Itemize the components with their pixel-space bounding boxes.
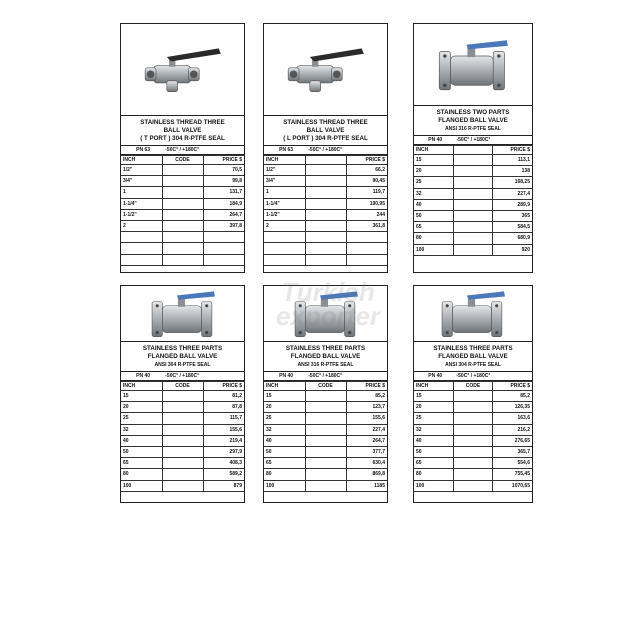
table-row bbox=[121, 198, 244, 209]
table-row bbox=[121, 413, 244, 424]
size-cell bbox=[264, 232, 305, 243]
table-row bbox=[414, 413, 532, 424]
code-cell bbox=[453, 210, 492, 221]
table-row bbox=[121, 209, 244, 220]
size-cell: 1 bbox=[264, 187, 305, 198]
price-cell: 377,7 bbox=[346, 446, 387, 457]
code-cell bbox=[162, 187, 203, 198]
code-cell bbox=[162, 480, 203, 491]
size-cell: 100 bbox=[414, 480, 453, 491]
price-header: PRICE $ bbox=[203, 156, 244, 165]
code-cell bbox=[453, 391, 492, 402]
table-row bbox=[264, 480, 387, 491]
price-cell: 85,2 bbox=[346, 391, 387, 402]
pressure-rating: PN 40 bbox=[428, 137, 443, 143]
code-header: CODE bbox=[453, 382, 492, 391]
table-row bbox=[264, 435, 387, 446]
table-row bbox=[121, 187, 244, 198]
size-header: INCH bbox=[264, 382, 305, 391]
code-cell bbox=[453, 469, 492, 480]
table-row bbox=[264, 176, 387, 187]
price-cell: 99,8 bbox=[203, 176, 244, 187]
table-row bbox=[264, 243, 387, 254]
size-cell: 80 bbox=[121, 469, 162, 480]
table-row bbox=[264, 165, 387, 176]
size-cell: 50 bbox=[414, 210, 453, 221]
size-cell: 15 bbox=[414, 155, 453, 166]
size-cell: 80 bbox=[264, 469, 305, 480]
price-header: PRICE $ bbox=[346, 156, 387, 165]
thread-ball-valve-icon bbox=[143, 44, 223, 96]
code-cell bbox=[305, 198, 346, 209]
table-row bbox=[414, 188, 532, 199]
code-cell bbox=[162, 220, 203, 231]
size-cell: 65 bbox=[414, 222, 453, 233]
product-card bbox=[413, 23, 533, 273]
table-row bbox=[264, 198, 387, 209]
pressure-temp-row bbox=[121, 372, 244, 381]
code-header: CODE bbox=[162, 156, 203, 165]
table-row bbox=[264, 187, 387, 198]
table-row bbox=[121, 232, 244, 243]
code-cell bbox=[453, 424, 492, 435]
code-cell bbox=[305, 458, 346, 469]
price-cell: 168,25 bbox=[493, 177, 532, 188]
price-cell: 227,4 bbox=[493, 188, 532, 199]
price-cell: 869,8 bbox=[346, 469, 387, 480]
code-cell bbox=[162, 176, 203, 187]
table-row bbox=[121, 176, 244, 187]
size-cell: 65 bbox=[414, 458, 453, 469]
product-card bbox=[413, 285, 533, 503]
table-row bbox=[121, 446, 244, 457]
size-cell: 65 bbox=[121, 458, 162, 469]
price-cell: 408,3 bbox=[203, 458, 244, 469]
table-row bbox=[414, 480, 532, 491]
price-cell: 163,6 bbox=[493, 413, 532, 424]
price-cell bbox=[203, 232, 244, 243]
temperature-range: -50C° / +180C° bbox=[456, 373, 491, 379]
size-cell: 25 bbox=[414, 413, 453, 424]
table-row bbox=[414, 446, 532, 457]
size-cell: 40 bbox=[414, 199, 453, 210]
code-cell bbox=[453, 480, 492, 491]
product-card bbox=[263, 285, 388, 503]
price-header: PRICE $ bbox=[493, 146, 532, 155]
table-row bbox=[121, 254, 244, 265]
code-header: CODE bbox=[305, 382, 346, 391]
code-cell bbox=[453, 188, 492, 199]
price-header: PRICE $ bbox=[346, 382, 387, 391]
card-title: STAINLESS THREE PARTS FLANGED BALL VALVE ANSI 304 R-PTFE SEAL bbox=[414, 342, 532, 372]
size-header: INCH bbox=[121, 382, 162, 391]
table-row bbox=[121, 391, 244, 402]
size-cell: 15 bbox=[414, 391, 453, 402]
price-cell: 115,7 bbox=[203, 413, 244, 424]
size-cell: 25 bbox=[414, 177, 453, 188]
size-cell bbox=[121, 243, 162, 254]
price-cell: 155,6 bbox=[346, 413, 387, 424]
size-cell: 25 bbox=[264, 413, 305, 424]
pressure-temp-row bbox=[264, 146, 387, 155]
code-cell bbox=[305, 413, 346, 424]
table-row bbox=[121, 220, 244, 231]
size-cell: 32 bbox=[414, 424, 453, 435]
code-cell bbox=[162, 458, 203, 469]
code-cell bbox=[453, 458, 492, 469]
code-cell bbox=[305, 254, 346, 265]
table-row bbox=[121, 480, 244, 491]
code-cell bbox=[305, 243, 346, 254]
price-cell: 680,9 bbox=[493, 233, 532, 244]
size-cell: 80 bbox=[414, 233, 453, 244]
table-row bbox=[414, 222, 532, 233]
price-cell: 397,8 bbox=[203, 220, 244, 231]
code-cell bbox=[305, 391, 346, 402]
size-cell: 65 bbox=[264, 458, 305, 469]
thread-ball-valve-icon bbox=[286, 44, 366, 96]
table-header-row bbox=[121, 382, 244, 391]
product-card bbox=[120, 23, 245, 273]
size-header: INCH bbox=[121, 156, 162, 165]
valve-image bbox=[121, 286, 244, 342]
code-cell bbox=[305, 424, 346, 435]
code-cell bbox=[305, 165, 346, 176]
table-header-row bbox=[264, 382, 387, 391]
valve-image bbox=[414, 286, 532, 342]
pressure-rating: PN 63 bbox=[279, 147, 294, 153]
pressure-temp-row bbox=[264, 372, 387, 381]
size-cell bbox=[121, 232, 162, 243]
card-title: STAINLESS TWO PARTS FLANGED BALL VALVE ANSI 316 R-PTFE SEAL bbox=[414, 106, 532, 136]
table-row bbox=[414, 210, 532, 221]
size-cell: 1 bbox=[121, 187, 162, 198]
code-header bbox=[453, 146, 492, 155]
price-cell: 755,45 bbox=[493, 469, 532, 480]
pressure-rating: PN 40 bbox=[136, 373, 151, 379]
price-cell: 113,1 bbox=[493, 155, 532, 166]
price-cell: 584,5 bbox=[493, 222, 532, 233]
size-cell: 32 bbox=[264, 424, 305, 435]
price-cell: 219,4 bbox=[203, 435, 244, 446]
size-cell: 40 bbox=[264, 435, 305, 446]
table-row bbox=[264, 391, 387, 402]
pressure-rating: PN 63 bbox=[136, 147, 151, 153]
table-row bbox=[414, 177, 532, 188]
code-cell bbox=[305, 480, 346, 491]
temperature-range: -50C° / +180C° bbox=[308, 373, 343, 379]
size-cell: 25 bbox=[121, 413, 162, 424]
size-cell: 100 bbox=[264, 480, 305, 491]
size-cell bbox=[121, 254, 162, 265]
price-cell: 276,65 bbox=[493, 435, 532, 446]
price-cell: 131,7 bbox=[203, 187, 244, 198]
code-cell bbox=[453, 155, 492, 166]
code-cell bbox=[305, 187, 346, 198]
table-row bbox=[121, 458, 244, 469]
table-row bbox=[414, 391, 532, 402]
card-title: STAINLESS THREAD THREE BALL VALVE ( L PORT ) 304 R-PTFE SEAL bbox=[264, 116, 387, 146]
size-cell: 40 bbox=[414, 435, 453, 446]
code-cell bbox=[453, 446, 492, 457]
product-card bbox=[263, 23, 388, 273]
price-cell: 264,7 bbox=[203, 209, 244, 220]
size-cell bbox=[264, 254, 305, 265]
size-cell: 2 bbox=[121, 220, 162, 231]
code-cell bbox=[305, 435, 346, 446]
price-table bbox=[414, 145, 532, 256]
table-row bbox=[414, 424, 532, 435]
temperature-range: -50C° / +180C° bbox=[165, 373, 200, 379]
price-cell: 554,6 bbox=[493, 458, 532, 469]
size-header: INCH bbox=[414, 382, 453, 391]
table-row bbox=[264, 232, 387, 243]
price-cell: 920 bbox=[493, 244, 532, 255]
price-cell: 361,8 bbox=[346, 220, 387, 231]
table-row bbox=[264, 469, 387, 480]
price-cell: 264,7 bbox=[346, 435, 387, 446]
price-cell: 70,5 bbox=[203, 165, 244, 176]
price-header: PRICE $ bbox=[203, 382, 244, 391]
code-cell bbox=[162, 165, 203, 176]
table-row bbox=[414, 435, 532, 446]
size-cell: 20 bbox=[414, 402, 453, 413]
size-cell: 2 bbox=[264, 220, 305, 231]
table-row bbox=[121, 243, 244, 254]
size-cell: 50 bbox=[121, 446, 162, 457]
size-cell: 32 bbox=[121, 424, 162, 435]
size-cell bbox=[264, 243, 305, 254]
price-cell: 90,45 bbox=[346, 176, 387, 187]
table-header-row bbox=[414, 146, 532, 155]
price-cell bbox=[346, 232, 387, 243]
code-cell bbox=[453, 244, 492, 255]
size-cell: 1-1/2" bbox=[264, 209, 305, 220]
valve-image bbox=[264, 24, 387, 116]
price-cell: 289,9 bbox=[493, 199, 532, 210]
flanged-ball-valve-icon bbox=[150, 289, 216, 339]
size-cell: 80 bbox=[414, 469, 453, 480]
flanged-ball-valve-icon bbox=[437, 38, 509, 92]
size-cell: 3/4" bbox=[264, 176, 305, 187]
size-cell: 50 bbox=[414, 446, 453, 457]
table-row bbox=[121, 469, 244, 480]
code-cell bbox=[162, 254, 203, 265]
price-cell: 138 bbox=[493, 166, 532, 177]
card-title: STAINLESS THREE PARTS FLANGED BALL VALVE ANSI 304 R-PTFE SEAL bbox=[121, 342, 244, 372]
size-cell: 1-1/2" bbox=[121, 209, 162, 220]
table-row bbox=[264, 254, 387, 265]
table-row bbox=[264, 402, 387, 413]
price-cell: 155,6 bbox=[203, 424, 244, 435]
price-cell: 297,9 bbox=[203, 446, 244, 457]
table-row bbox=[414, 244, 532, 255]
price-cell: 190,95 bbox=[346, 198, 387, 209]
size-cell: 20 bbox=[414, 166, 453, 177]
size-cell: 15 bbox=[264, 391, 305, 402]
table-row bbox=[414, 155, 532, 166]
price-cell bbox=[203, 254, 244, 265]
code-cell bbox=[162, 232, 203, 243]
pressure-rating: PN 40 bbox=[428, 373, 443, 379]
price-cell bbox=[346, 254, 387, 265]
table-row bbox=[264, 413, 387, 424]
table-row bbox=[121, 402, 244, 413]
code-cell bbox=[162, 446, 203, 457]
price-cell: 123,7 bbox=[346, 402, 387, 413]
size-cell: 100 bbox=[121, 480, 162, 491]
size-cell: 1-1/4" bbox=[121, 198, 162, 209]
table-row bbox=[414, 469, 532, 480]
card-title: STAINLESS THREAD THREE BALL VALVE ( T PORT ) 304 R-PTFE SEAL bbox=[121, 116, 244, 146]
table-header-row bbox=[414, 382, 532, 391]
price-cell: 184,9 bbox=[203, 198, 244, 209]
table-row bbox=[414, 199, 532, 210]
code-cell bbox=[305, 446, 346, 457]
flanged-ball-valve-icon bbox=[293, 289, 359, 339]
size-header: INCH bbox=[264, 156, 305, 165]
price-cell: 216,2 bbox=[493, 424, 532, 435]
price-table bbox=[121, 381, 244, 492]
price-cell: 66,2 bbox=[346, 165, 387, 176]
code-cell bbox=[162, 435, 203, 446]
valve-image bbox=[264, 286, 387, 342]
code-cell bbox=[305, 209, 346, 220]
temperature-range: -50C° / +180C° bbox=[308, 147, 343, 153]
code-cell bbox=[305, 469, 346, 480]
code-cell bbox=[453, 402, 492, 413]
price-cell: 87,8 bbox=[203, 402, 244, 413]
pressure-temp-row bbox=[414, 136, 532, 145]
table-row bbox=[414, 166, 532, 177]
size-cell: 3/4" bbox=[121, 176, 162, 187]
price-cell: 365 bbox=[493, 210, 532, 221]
price-cell: 126,35 bbox=[493, 402, 532, 413]
table-header-row bbox=[264, 156, 387, 165]
code-cell bbox=[162, 209, 203, 220]
size-cell: 100 bbox=[414, 244, 453, 255]
size-cell: 50 bbox=[264, 446, 305, 457]
code-header: CODE bbox=[162, 382, 203, 391]
price-cell: 81,2 bbox=[203, 391, 244, 402]
code-cell bbox=[453, 222, 492, 233]
price-cell: 119,7 bbox=[346, 187, 387, 198]
code-cell bbox=[162, 198, 203, 209]
price-table bbox=[414, 381, 532, 492]
table-row bbox=[264, 458, 387, 469]
code-cell bbox=[305, 232, 346, 243]
code-cell bbox=[453, 199, 492, 210]
temperature-range: -50C° / +180C° bbox=[165, 147, 200, 153]
code-cell bbox=[453, 435, 492, 446]
code-cell bbox=[162, 413, 203, 424]
code-cell bbox=[305, 220, 346, 231]
size-header: INCH bbox=[414, 146, 453, 155]
size-cell: 40 bbox=[121, 435, 162, 446]
table-row bbox=[414, 458, 532, 469]
price-table bbox=[264, 381, 387, 492]
code-cell bbox=[453, 177, 492, 188]
valve-image bbox=[121, 24, 244, 116]
pressure-temp-row bbox=[414, 372, 532, 381]
code-cell bbox=[162, 391, 203, 402]
price-cell: 365,7 bbox=[493, 446, 532, 457]
size-cell: 15 bbox=[121, 391, 162, 402]
table-header-row bbox=[121, 156, 244, 165]
size-cell: 20 bbox=[121, 402, 162, 413]
code-cell bbox=[162, 424, 203, 435]
price-cell: 879 bbox=[203, 480, 244, 491]
product-card bbox=[120, 285, 245, 503]
size-cell: 1/2" bbox=[264, 165, 305, 176]
pressure-rating: PN 40 bbox=[279, 373, 294, 379]
table-row bbox=[264, 424, 387, 435]
size-cell: 32 bbox=[414, 188, 453, 199]
price-cell: 589,2 bbox=[203, 469, 244, 480]
code-cell bbox=[453, 166, 492, 177]
price-table bbox=[264, 155, 387, 266]
code-cell bbox=[453, 233, 492, 244]
table-row bbox=[121, 165, 244, 176]
temperature-range: -50C° / +180C° bbox=[456, 137, 491, 143]
table-row bbox=[414, 233, 532, 244]
price-cell: 244 bbox=[346, 209, 387, 220]
table-row bbox=[264, 209, 387, 220]
price-cell: 85,2 bbox=[493, 391, 532, 402]
price-cell: 227,4 bbox=[346, 424, 387, 435]
table-row bbox=[121, 424, 244, 435]
code-cell bbox=[453, 413, 492, 424]
size-cell: 1-1/4" bbox=[264, 198, 305, 209]
code-cell bbox=[162, 402, 203, 413]
size-cell: 20 bbox=[264, 402, 305, 413]
code-cell bbox=[305, 402, 346, 413]
card-title: STAINLESS THREE PARTS FLANGED BALL VALVE ANSI 316 R-PTFE SEAL bbox=[264, 342, 387, 372]
price-cell: 1070,65 bbox=[493, 480, 532, 491]
size-cell: 1/2" bbox=[121, 165, 162, 176]
code-header bbox=[305, 156, 346, 165]
table-row bbox=[414, 402, 532, 413]
table-row bbox=[264, 220, 387, 231]
price-header: PRICE $ bbox=[493, 382, 532, 391]
code-cell bbox=[162, 243, 203, 254]
price-cell: 630,4 bbox=[346, 458, 387, 469]
price-cell: 1185 bbox=[346, 480, 387, 491]
price-cell bbox=[203, 243, 244, 254]
valve-image bbox=[414, 24, 532, 106]
flanged-ball-valve-icon bbox=[440, 289, 506, 339]
pressure-temp-row bbox=[121, 146, 244, 155]
code-cell bbox=[305, 176, 346, 187]
price-cell bbox=[346, 243, 387, 254]
price-table bbox=[121, 155, 244, 266]
code-cell bbox=[162, 469, 203, 480]
table-row bbox=[121, 435, 244, 446]
table-row bbox=[264, 446, 387, 457]
